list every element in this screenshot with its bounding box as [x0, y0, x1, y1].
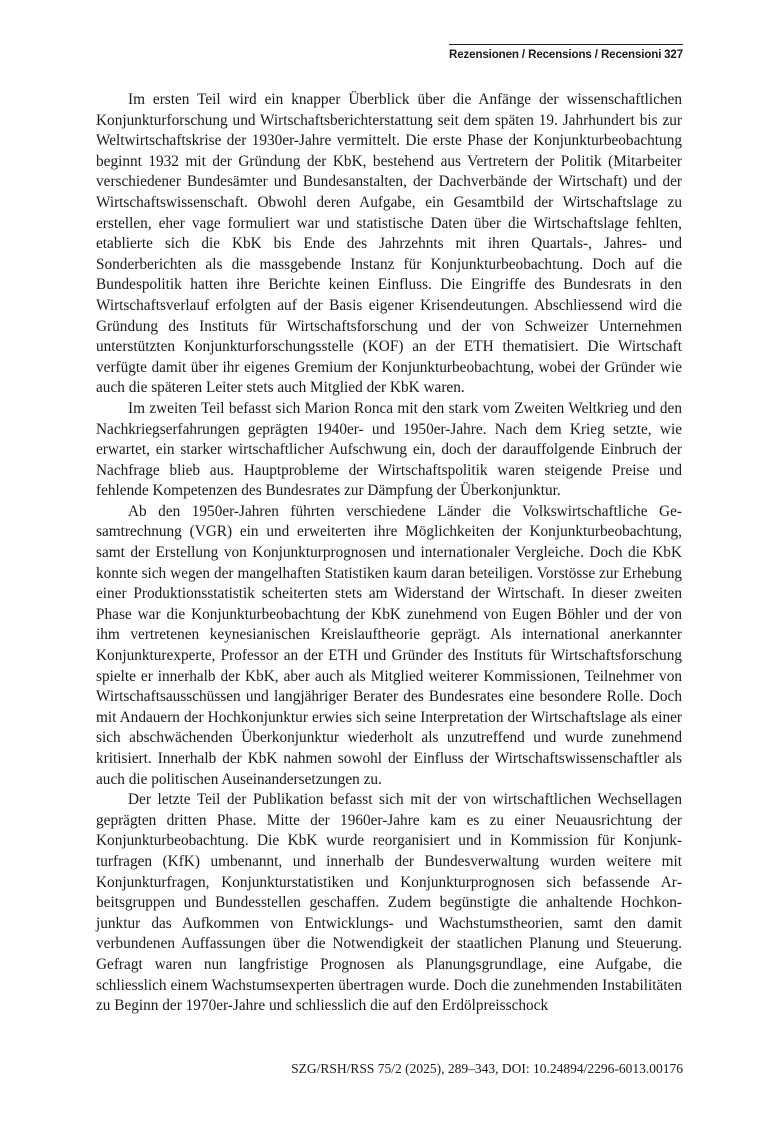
article-body: [96, 90, 682, 1017]
paragraph-1: Im ersten Teil wird ein knapper Überblick über die Anfänge der wissenschaftlichen Konjunkturforschung und Wirtschaftsberichterstattung seit dem späten 19. Jahrhundert bis zur Weltwirtschaftskrise der 1930er-Jahre vermittelt. Die erste Phase der Konjunkturbeobachtung beginnt 1932 mit der Gründung der KbK, bestehend aus Vertretern der Politik (Mitarbeiter verschiedener Bundesämter und Bundesanstalten, der Dachverbände der Wirtschaft) und der Wirtschaftswissenschaft. Obwohl deren Aufgabe, ein Gesamtbild der Wirtschaftslage zu erstellen, eher vage formuliert war und statistische Daten über die Wirtschaftslage fehlten, etablierte sich die KbK bis Ende des Jahrzehnts mit ihren Quartals-, Jahres- und Sonderberichten als die massgebende Instanz für Konjunkturbeobachtung. Doch auf die Bundespolitik hatten ihre Berichte keinen Einfluss. Die Eingriffe des Bundesrats in den Wirtschaftsverlauf erfolgten auf der Basis eigener Krisendeutungen. Abschliessend wird die Gründung des Instituts für Wirtschaftsforschung und der von Schweizer Unternehmen unterstützten Konjunkturforschungsstelle (KOF) an der ETH thematisiert. Die Wirtschaft verfügte damit über ihr eigenes Gremium der Konjunkturbeobachtung, wobei der Gründer wie auch die späteren Leiter stets auch Mitglied der KbK waren.: [96, 91, 682, 397]
page-number: 327: [664, 49, 683, 61]
paragraph-3: Ab den 1950er-Jahren führten verschiedene Länder die Volkswirtschaftliche Gesamtrechnung (VGR) ein und erweiterten ihre Möglichkeiten der Konjunkturbeobachtung, samt der Erstellung von Konjunkturprognosen und internationaler Vergleiche. Doch die KbK konnte sich wegen der mangelhaften Statistiken kaum daran beteiligen. Vorstösse zur Erhebung einer Produktionsstatistik scheiterten stets am Widerstand der Wirtschaft. In dieser zweiten Phase war die Konjunkturbeobachtung der KbK zunehmend von Eugen Böhler und der von ihm vertretenen keynesianischen Kreislauftheorie geprägt. Als international anerkannter Konjunkturexperte, Professor an der ETH und Gründer des Instituts für Wirtschaftsforschung spielte er innerhalb der KbK, aber auch als Mitglied weiterer Kommissionen, Teilnehmer von Wirtschaftsausschüssen und langjähriger Berater des Bundesrates eine besondere Rolle. Doch mit Andauern der Hochkonjunktur erwies sich seine Interpretation der Wirtschaftslage als einer sich abschwächenden Überkonjunktur wiederholt als unzutreffend und wurde zunehmend kritisiert. Innerhalb der KbK nahmen sowohl der Einfluss der Wirtschaftswissenschaftler als auch die politischen Auseinandersetzungen zu.: [96, 502, 682, 788]
header-section-title: Rezensionen / Recensions / Recensioni: [449, 49, 662, 61]
running-header: [449, 44, 683, 65]
journal-citation-footer: SZG/RSH/RSS 75/2 (2025), 289–343, DOI: 10.24894/2296-6013.00176: [291, 1061, 683, 1076]
paragraph-4: Der letzte Teil der Publikation befasst sich mit der von wirtschaftlichen Wechsellagen geprägten dritten Phase. Mitte der 1960er-Jahre kam es zu einer Neuausrichtung der Konjunkturbeobachtung. Die KbK wurde reorganisiert und in Kommission für Konjunkturfragen (KfK) umbenannt, und innerhalb der Bundesverwaltung wurden weitere mit Konjunkturfragen, Konjunkturstatistiken und Konjunkturprognosen sich befassende Arbeitsgruppen und Bundesstellen geschaffen. Zudem begünstigte die anhaltende Hochkonjunktur das Aufkommen von Entwicklungs- und Wachstumstheorien, samt den damit verbundenen Auffassungen über die Notwendigkeit der staatlichen Planung und Steuerung. Gefragt waren nun langfristige Prognosen als Planungsgrundlage, eine Aufgabe, die schliesslich einem Wachstumsexperten übertragen wurde. Doch die zunehmenden Instabilitäten zu Beginn der 1970er-Jahre und schliesslich die auf den Erdölpreisschock: [96, 791, 682, 1015]
paragraph-2: Im zweiten Teil befasst sich Marion Ronca mit den stark vom Zweiten Weltkrieg und den Nachkriegserfahrungen geprägten 1940er- und 1950er-Jahre. Nach dem Krieg setzte, wie erwartet, ein starker wirtschaftlicher Aufschwung ein, doch der darauffolgende Einbruch der Nachfrage blieb aus. Hauptprobleme der Wirtschaftspolitik waren steigende Preise und fehlende Kompetenzen des Bundesrates zur Dämpfung der Überkonjunktur.: [96, 399, 682, 500]
